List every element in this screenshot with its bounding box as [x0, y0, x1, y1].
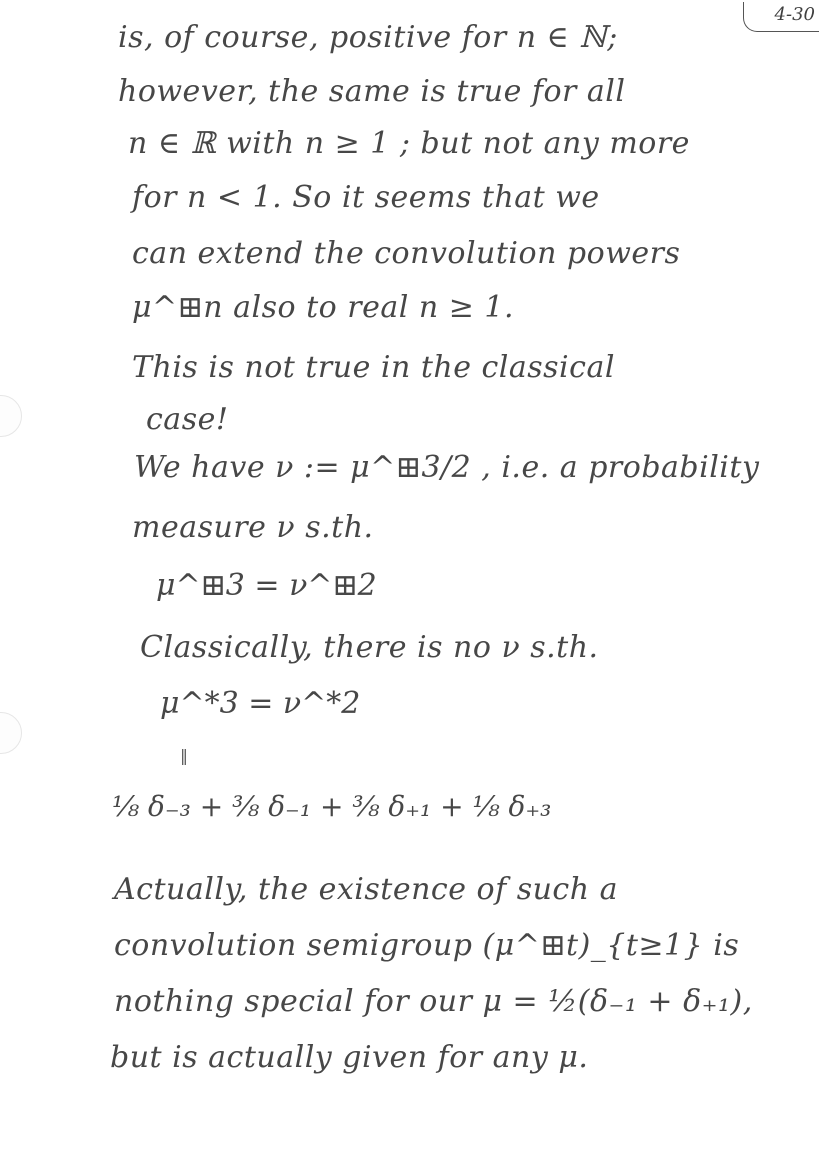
text-line: measure ν s.th. [132, 510, 374, 545]
text-line: This is not true in the classical [132, 350, 615, 385]
punch-hole-mark [0, 712, 22, 754]
text-line: can extend the convolution powers [132, 236, 681, 271]
distribution-formula: ⅛ δ₋₃ + ⅜ δ₋₁ + ⅜ δ₊₁ + ⅛ δ₊₃ [112, 790, 552, 823]
text-line: case! [146, 402, 229, 437]
text-line: is, of course, positive for n ∈ ℕ; [118, 20, 618, 55]
text-line: We have ν := μ^⊞3/2 , i.e. a probability [134, 450, 760, 485]
text-line: μ^⊞n also to real n ≥ 1. [132, 290, 515, 325]
text-line: but is actually given for any μ. [110, 1040, 589, 1075]
text-line: Actually, the existence of such a [114, 872, 618, 907]
equals-mark: ‖ [180, 746, 188, 765]
text-line: Classically, there is no ν s.th. [140, 630, 599, 665]
equation-line: μ^⊞3 = ν^⊞2 [156, 568, 377, 603]
equation-line: μ^*3 = ν^*2 [160, 686, 361, 721]
page-number: 4-30 [743, 2, 819, 32]
text-line: n ∈ ℝ with n ≥ 1 ; but not any more [128, 126, 690, 161]
text-line: however, the same is true for all [118, 74, 626, 109]
text-line: for n < 1. So it seems that we [132, 180, 600, 215]
punch-hole-mark [0, 395, 22, 437]
text-line: convolution semigroup (μ^⊞t)_{t≥1} is [114, 928, 740, 963]
text-line: nothing special for our μ = ½(δ₋₁ + δ₊₁), [114, 984, 753, 1019]
